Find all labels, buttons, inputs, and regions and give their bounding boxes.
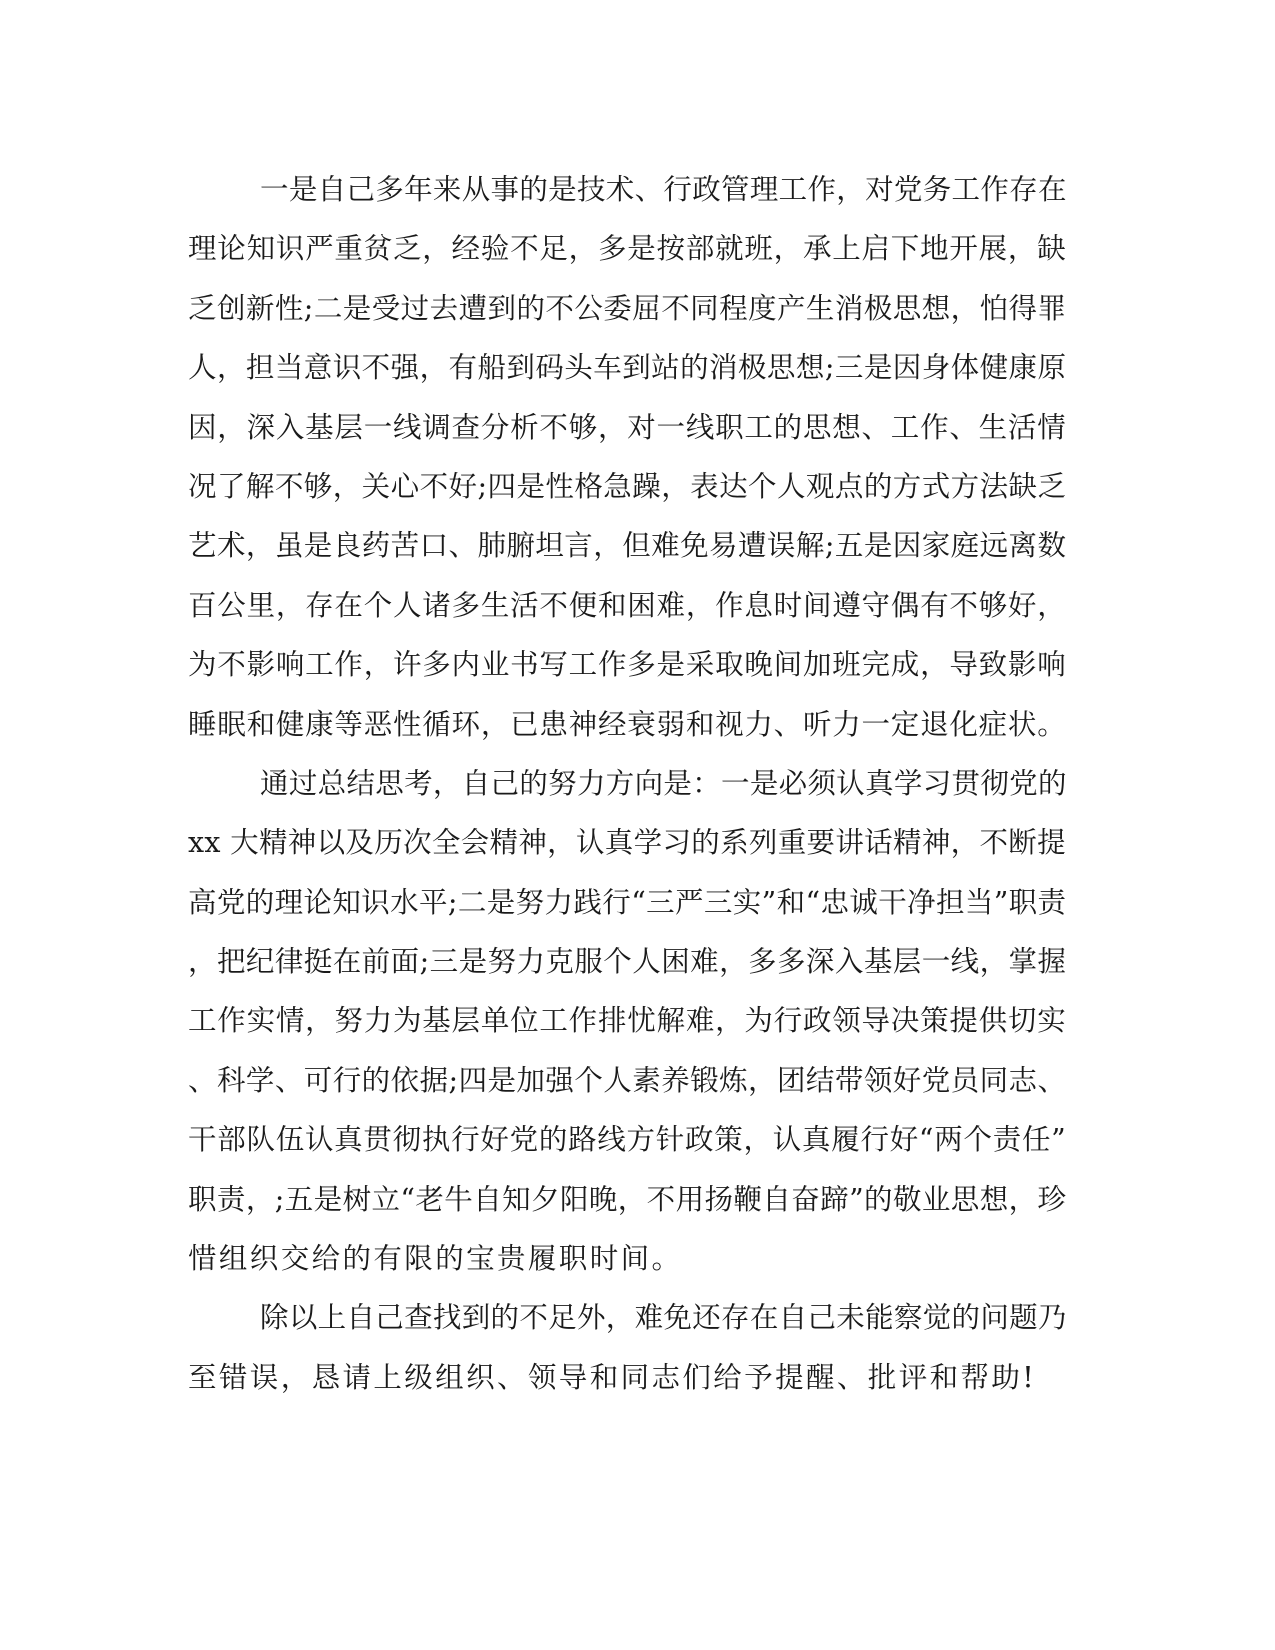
text-line: 干部队伍认真贯彻执行好党的路线方针政策，认真履行好“两个责任”: [188, 1123, 1067, 1157]
text-line: 一是自己多年来从事的是技术、行政管理工作，对党务工作存在: [260, 173, 1067, 206]
document-body: [188, 160, 1068, 1407]
paragraph-direction: [188, 754, 1068, 1289]
text-line: 理论知识严重贫乏，经验不足，多是按部就班，承上启下地开展，缺: [188, 232, 1067, 266]
text-line: 因，深入基层一线调查分析不够，对一线职工的思想、工作、生活情: [188, 410, 1067, 444]
text-line: 高党的理论知识水平;二是努力践行“三严三实”和“忠诚干净担当”职责: [188, 885, 1067, 919]
text-line: 况了解不够，关心不好;四是性格急躁，表达个人观点的方式方法缺乏: [188, 469, 1067, 503]
text-line: ，把纪律挺在前面;三是努力克服个人困难，多多深入基层一线，掌握: [188, 945, 1067, 979]
text-line: 通过总结思考，自己的努力方向是：一是必须认真学习贯彻党的: [260, 766, 1067, 800]
text-line: 惜组织交给的有限的宝贵履职时间。: [188, 1242, 683, 1276]
text-line: 工作实情，努力为基层单位工作排忧解难，为行政领导决策提供切实: [188, 1004, 1067, 1038]
paragraph-closing: [188, 1288, 1068, 1407]
text-line: 职责，;五是树立“老牛自知夕阳晚，不用扬鞭自奋蹄”的敬业思想，珍: [188, 1182, 1067, 1216]
paragraph-shortcomings: [188, 160, 1068, 754]
text-line: xx 大精神以及历次全会精神，认真学习的系列重要讲话精神，不断提: [188, 826, 1066, 860]
text-line: 睡眠和健康等恶性循环，已患神经衰弱和视力、听力一定退化症状。: [188, 707, 1067, 741]
text-line: 百公里，存在个人诸多生活不便和困难，作息时间遵守偶有不够好，: [188, 588, 1067, 622]
text-line: 人，担当意识不强，有船到码头车到站的消极思想;三是因身体健康原: [188, 351, 1067, 385]
text-line: 、科学、可行的依据;四是加强个人素养锻炼，团结带领好党员同志、: [188, 1063, 1067, 1097]
text-line: 为不影响工作，许多内业书写工作多是采取晚间加班完成，导致影响: [188, 648, 1067, 682]
text-line: 除以上自己查找到的不足外，难免还存在自己未能察觉的问题乃: [260, 1301, 1067, 1335]
text-line: 艺术，虽是良药苦口、肺腑坦言，但难免易遭误解;五是因家庭远离数: [188, 529, 1067, 563]
text-line: 至错误，恳请上级组织、领导和同志们给予提醒、批评和帮助!: [188, 1360, 1037, 1394]
text-line: 乏创新性;二是受过去遭到的不公委屈不同程度产生消极思想，怕得罪: [188, 291, 1067, 325]
